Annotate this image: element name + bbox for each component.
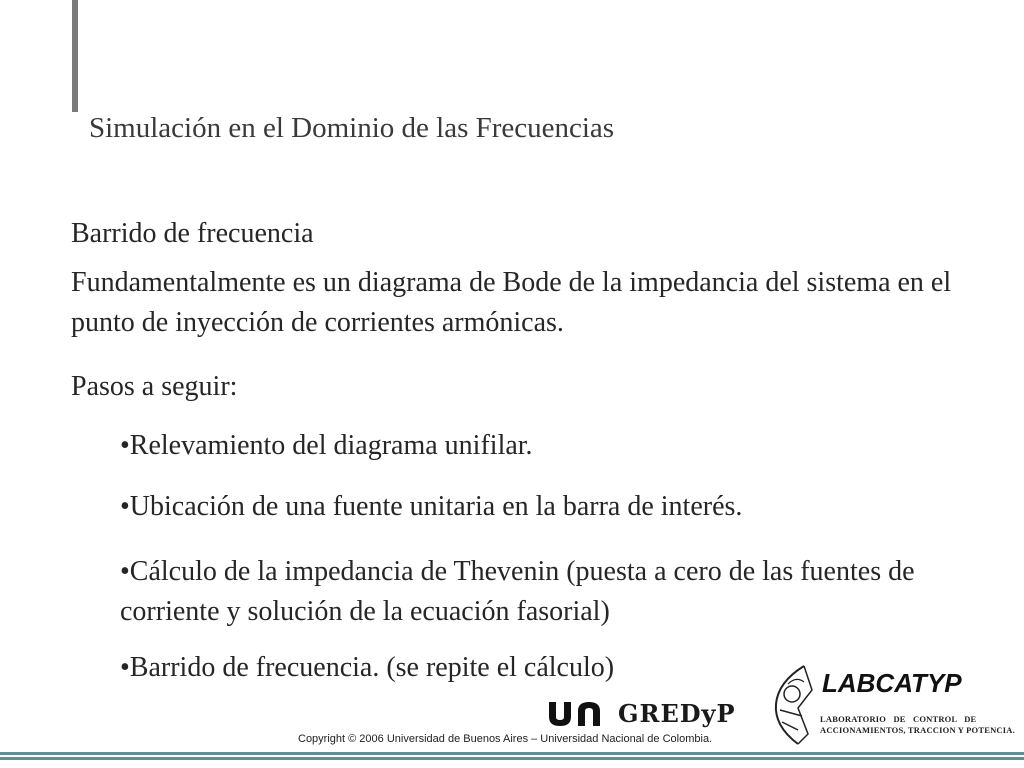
bullet-item: •Cálculo de la impedancia de Thevenin (puesta a cero de las fuentes de corriente y solución de la ecuación fasorial)	[120, 556, 915, 627]
lab-subtitle-line: LABORATORIO DE CONTROL DE	[820, 714, 977, 724]
labcatyp-symbol-icon	[768, 664, 818, 746]
footer-divider	[0, 757, 1024, 760]
lab-subtitle-line: ACCIONAMIENTOS, TRACCION Y POTENCIA.	[820, 725, 1015, 735]
description-paragraph: Fundamentalmente es un diagrama de Bode de la impedancia del sistema en el punto de inyección de corrientes armónicas.	[71, 267, 952, 338]
title-accent-bar	[72, 0, 78, 112]
bullet-item: •Barrido de frecuencia. (se repite el cálculo)	[120, 652, 615, 683]
steps-heading: Pasos a seguir:	[71, 371, 238, 402]
footer-divider	[0, 752, 1024, 755]
bullet-item: •Ubicación de una fuente unitaria en la barra de interés.	[120, 491, 743, 522]
bullet-item: •Relevamiento del diagrama unifilar.	[120, 430, 533, 461]
slide-title: Simulación en el Dominio de las Frecuencias	[89, 112, 615, 144]
labcatyp-logo-text: LABCATYP	[822, 668, 962, 698]
gredyp-logo-text: GREDyP	[618, 699, 736, 728]
copyright-notice: Copyright © 2006 Universidad de Buenos Aires – Universidad Nacional de Colombia.	[298, 733, 713, 745]
section-subtitle: Barrido de frecuencia	[71, 218, 314, 249]
un-logo	[546, 700, 608, 728]
